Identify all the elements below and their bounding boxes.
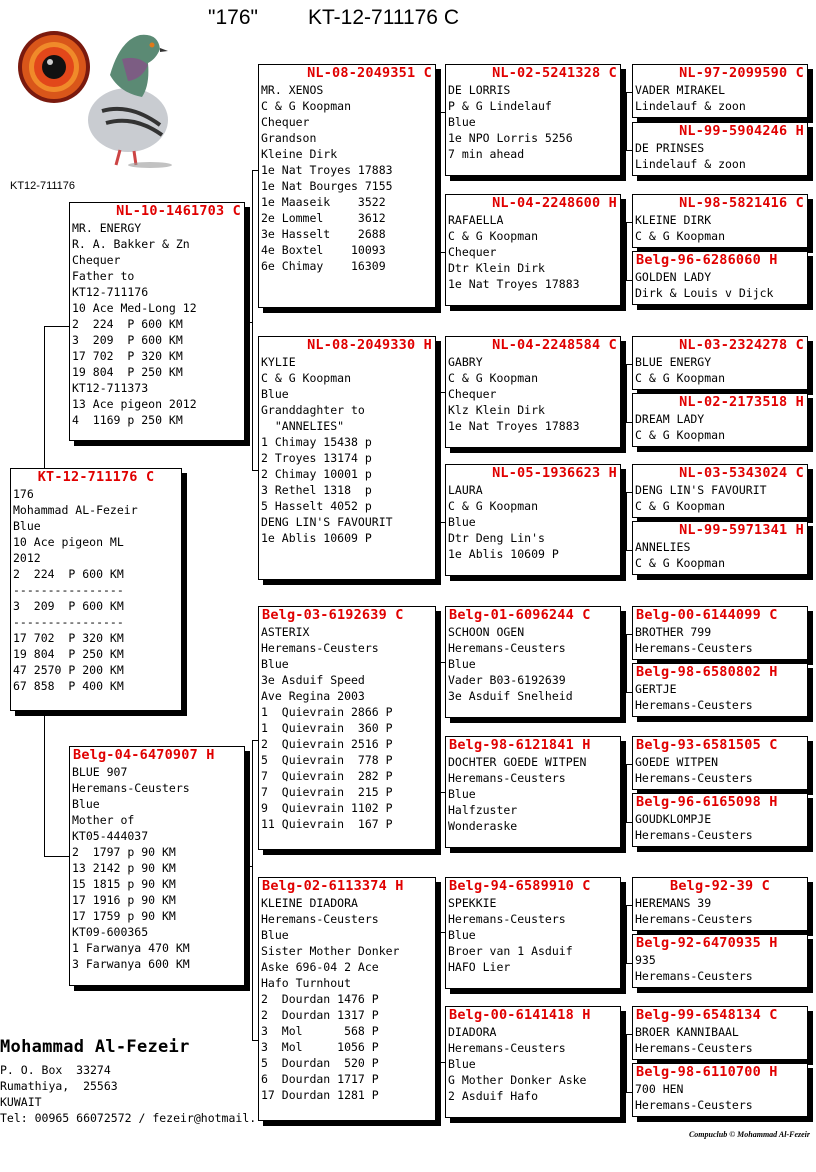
connector-line [245, 322, 252, 323]
detail-line: LAURA [448, 483, 483, 497]
card-details [446, 354, 620, 434]
detail-line: Heremans-Ceusters [72, 781, 190, 795]
pedigree-card-g5 [632, 336, 808, 390]
detail-line: 3e Asduif Speed [261, 673, 365, 687]
card-details [633, 269, 807, 301]
detail-line: 3 Mol 568 P [261, 1024, 379, 1038]
ring-number: Belg-00-6144099 C [636, 607, 778, 623]
detail-line: ---------------- [13, 615, 124, 629]
ring-number: NL-03-5343024 C [679, 465, 804, 481]
detail-line: C & G Koopman [261, 99, 352, 113]
card-details [633, 952, 807, 984]
card-details [70, 764, 244, 972]
detail-line: DOCHTER GOEDE WITPEN [448, 755, 587, 769]
ring-number: Belg-99-6548134 C [636, 1007, 778, 1023]
pigeon-icon [88, 35, 172, 168]
pedigree-card-g16 [632, 1063, 808, 1117]
ring-number: Belg-96-6286060 H [636, 252, 778, 268]
card-details [633, 212, 807, 244]
detail-line: KLEINE DIRK [635, 213, 712, 227]
detail-line: Blue [13, 519, 41, 533]
card-details [633, 411, 807, 443]
connector-line [440, 392, 441, 522]
detail-line: C & G Koopman [635, 499, 726, 513]
ring-number: Belg-04-6470907 H [73, 747, 215, 763]
detail-line: 1e Ablis 10609 P [448, 547, 559, 561]
detail-line: 700 HEN [635, 1082, 684, 1096]
detail-line: 1 Quievrain 2866 P [261, 705, 393, 719]
detail-line: KT05-444037 [72, 829, 149, 843]
detail-line: BROER KANNIBAAL [635, 1025, 739, 1039]
detail-line: DIADORA [448, 1025, 497, 1039]
detail-line: Kleine Dirk [261, 147, 338, 161]
pedigree-card-sire [69, 202, 245, 441]
connector-line [252, 170, 253, 470]
connector-line [626, 634, 627, 692]
detail-line: Blue [448, 515, 476, 529]
pedigree-card-subject [10, 468, 182, 711]
detail-line: 67 858 P 400 KM [13, 679, 124, 693]
detail-line: Grandson [261, 131, 317, 145]
detail-line: RAFAELLA [448, 213, 504, 227]
header-ring: KT-12-711176 C [308, 6, 459, 29]
detail-line: 5 Quievrain 778 P [261, 753, 393, 767]
card-details [11, 486, 181, 694]
address-line: P. O. Box 33274 [0, 1063, 111, 1077]
detail-line: ASTERIX [261, 625, 310, 639]
card-details [259, 354, 435, 546]
detail-line: 2 224 P 600 KM [13, 567, 124, 581]
detail-line: 4e Boxtel 10093 [261, 243, 386, 257]
detail-line: Dtr Klein Dirk [448, 261, 545, 275]
detail-line: Mohammad AL-Fezeir [13, 503, 138, 517]
detail-line: GABRY [448, 355, 483, 369]
eye-icon [18, 31, 90, 103]
connector-line [626, 905, 627, 963]
detail-line: 3 Farwanya 600 KM [72, 957, 190, 971]
detail-line: SPEKKIE [448, 896, 497, 910]
card-details [633, 754, 807, 786]
detail-line: C & G Koopman [448, 371, 539, 385]
detail-line: 1e Nat Troyes 17883 [448, 419, 580, 433]
address-line: Tel: 00965 66072572 / fezeir@hotmail. [0, 1111, 257, 1125]
detail-line: DENG LIN'S FAVOURIT [635, 483, 767, 497]
detail-line: Heremans-Ceusters [635, 828, 753, 842]
detail-line: 47 2570 P 200 KM [13, 663, 124, 677]
detail-line: DE PRINSES [635, 141, 705, 155]
connector-line [245, 866, 252, 867]
detail-line: C & G Koopman [261, 371, 352, 385]
detail-line: Heremans-Ceusters [635, 641, 753, 655]
card-details [259, 895, 435, 1103]
card-details [446, 895, 620, 975]
pedigree-card-g13 [632, 877, 808, 931]
detail-line: ---------------- [13, 583, 124, 597]
detail-line: Sister Mother Donker [261, 944, 400, 958]
detail-line: 1e Nat Bourges 7155 [261, 179, 393, 193]
detail-line: C & G Koopman [635, 428, 726, 442]
card-details [259, 82, 435, 274]
ring-number: Belg-01-6096244 C [449, 607, 591, 623]
detail-line: Heremans-Ceusters [448, 1041, 566, 1055]
ring-number: NL-98-5821416 C [679, 195, 804, 211]
detail-line: Heremans-Ceusters [261, 912, 379, 926]
detail-line: 2 224 P 600 KM [72, 317, 183, 331]
connector-line [626, 492, 627, 550]
pedigree-card-ds [258, 606, 436, 850]
ring-number: NL-02-2173518 H [679, 394, 804, 410]
pedigree-card-dam [69, 746, 245, 986]
detail-line: BROTHER 799 [635, 625, 712, 639]
card-details [446, 1024, 620, 1104]
card-details [633, 1024, 807, 1056]
detail-line: Blue [261, 387, 289, 401]
detail-line: 1e NPO Lorris 5256 [448, 131, 573, 145]
card-details [633, 811, 807, 843]
detail-line: Aske 696-04 2 Ace [261, 960, 379, 974]
detail-line: 13 2142 p 90 KM [72, 861, 176, 875]
detail-line: 17 702 P 320 KM [72, 349, 183, 363]
detail-line: 17 1916 p 90 KM [72, 893, 176, 907]
detail-line: Klz Klein Dirk [448, 403, 545, 417]
owner-name: Mohammad Al-Fezeir [0, 1037, 190, 1057]
detail-line: Dtr Deng Lin's [448, 531, 545, 545]
detail-line: KLEINE DIADORA [261, 896, 358, 910]
detail-line: VADER MIRAKEL [635, 83, 726, 97]
detail-line: G Mother Donker Aske [448, 1073, 587, 1087]
detail-line: 3e Asduif Snelheid [448, 689, 573, 703]
card-details [633, 354, 807, 386]
pedigree-card-ssd [445, 194, 621, 306]
detail-line: Heremans-Ceusters [448, 912, 566, 926]
header-name: "176" [208, 6, 258, 29]
ring-number: Belg-98-6110700 H [636, 1064, 778, 1080]
detail-line: Wonderaske [448, 819, 518, 833]
detail-line: C & G Koopman [635, 371, 726, 385]
detail-line: 5 Dourdan 520 P [261, 1056, 379, 1070]
pedigree-card-dds [445, 877, 621, 989]
detail-line: Heremans-Ceusters [261, 641, 379, 655]
detail-line: BLUE ENERGY [635, 355, 712, 369]
pedigree-card-g11 [632, 736, 808, 790]
ring-number: NL-08-2049351 C [307, 65, 432, 81]
detail-line: Chequer [448, 245, 497, 259]
pedigree-card-ddd [445, 1006, 621, 1118]
detail-line: 2 Dourdan 1317 P [261, 1008, 379, 1022]
detail-line: 5 Hasselt 4052 p [261, 499, 372, 513]
pedigree-card-dsd [445, 736, 621, 848]
pedigree-card-g3 [632, 194, 808, 248]
detail-line: 1 Chimay 15438 p [261, 435, 372, 449]
detail-line: Chequer [72, 253, 121, 267]
detail-line: 15 1815 p 90 KM [72, 877, 176, 891]
detail-line: 2 Chimay 10001 p [261, 467, 372, 481]
ring-number: NL-04-2248584 C [492, 337, 617, 353]
pedigree-card-sdd [445, 464, 621, 576]
detail-line: 3 Rethel 1318 p [261, 483, 372, 497]
detail-line: MR. ENERGY [72, 221, 142, 235]
ring-number: NL-04-2248600 H [492, 195, 617, 211]
address-line: KUWAIT [0, 1095, 42, 1109]
ring-number: Belg-92-39 C [670, 878, 770, 894]
detail-line: Heremans-Ceusters [635, 1098, 753, 1112]
detail-line: DE LORRIS [448, 83, 511, 97]
detail-line: Heremans-Ceusters [635, 771, 753, 785]
ring-number: NL-03-2324278 C [679, 337, 804, 353]
detail-line: 19 804 P 250 KM [72, 365, 183, 379]
detail-line: DREAM LADY [635, 412, 705, 426]
detail-line: 17 1759 p 90 KM [72, 909, 176, 923]
detail-line: 4 1169 p 250 KM [72, 413, 183, 427]
ring-number: Belg-93-6581505 C [636, 737, 778, 753]
detail-line: 2e Lommel 3612 [261, 211, 386, 225]
pedigree-card-g12 [632, 793, 808, 847]
card-details [633, 482, 807, 514]
detail-line: 10 Ace Med-Long 12 [72, 301, 197, 315]
pedigree-card-ss [258, 64, 436, 308]
detail-line: MR. XENOS [261, 83, 324, 97]
card-details [633, 140, 807, 172]
pedigree-card-g7 [632, 464, 808, 518]
detail-line: C & G Koopman [635, 556, 726, 570]
detail-line: 17 Dourdan 1281 P [261, 1088, 379, 1102]
detail-line: Ave Regina 2003 [261, 689, 365, 703]
detail-line: Chequer [448, 387, 497, 401]
detail-line: C & G Koopman [448, 499, 539, 513]
detail-line: DENG LIN'S FAVOURIT [261, 515, 393, 529]
detail-line: Lindelauf & zoon [635, 157, 746, 171]
connector-line [626, 764, 627, 822]
detail-line: KT12-711373 [72, 381, 149, 395]
detail-line: 935 [635, 953, 656, 967]
ring-number: NL-99-5904246 H [679, 123, 804, 139]
pedigree-card-g4 [632, 251, 808, 305]
detail-line: Broer van 1 Asduif [448, 944, 573, 958]
detail-line: Blue [448, 1057, 476, 1071]
pedigree-card-g6 [632, 393, 808, 447]
card-details [633, 895, 807, 927]
ring-number: Belg-03-6192639 C [262, 607, 404, 623]
detail-line: Blue [448, 657, 476, 671]
detail-line: "ANNELIES" [261, 419, 345, 433]
pedigree-card-sd [258, 336, 436, 580]
detail-line: 7 min ahead [448, 147, 525, 161]
credit: Compuclub © Mohammad Al-Fezeir [688, 1130, 810, 1139]
detail-line: GOEDE WITPEN [635, 755, 719, 769]
ring-number: NL-97-2099590 C [679, 65, 804, 81]
pedigree-card-dss [445, 606, 621, 718]
card-details [446, 212, 620, 292]
photo-caption: KT12-711176 [10, 180, 76, 192]
card-details [633, 82, 807, 114]
detail-line: Hafo Turnhout [261, 976, 352, 990]
detail-line: 17 702 P 320 KM [13, 631, 124, 645]
pedigree-card-g2 [632, 122, 808, 176]
pedigree-card-sss [445, 64, 621, 176]
detail-line: 3 209 P 600 KM [72, 333, 183, 347]
pedigree-card-g15 [632, 1006, 808, 1060]
detail-line: HEREMANS 39 [635, 896, 712, 910]
detail-line: 2 Troyes 13174 p [261, 451, 372, 465]
detail-line: 7 Quievrain 282 P [261, 769, 393, 783]
detail-line: 13 Ace pigeon 2012 [72, 397, 197, 411]
detail-line: Blue [261, 928, 289, 942]
address-line: Rumathiya, 25563 [0, 1079, 118, 1093]
detail-line: Heremans-Ceusters [635, 698, 753, 712]
pedigree-card-g1 [632, 64, 808, 118]
connector-line [44, 326, 45, 468]
detail-line: 9 Quievrain 1102 P [261, 801, 393, 815]
detail-line: P & G Lindelauf [448, 99, 552, 113]
detail-line: Heremans-Ceusters [635, 1041, 753, 1055]
detail-line: 1 Quievrain 360 P [261, 721, 393, 735]
detail-line: 7 Quievrain 215 P [261, 785, 393, 799]
detail-line: 11 Quievrain 167 P [261, 817, 393, 831]
detail-line: 176 [13, 487, 34, 501]
detail-line: 1e Nat Troyes 17883 [448, 277, 580, 291]
ring-number: NL-10-1461703 C [116, 203, 241, 219]
pedigree-card-g9 [632, 606, 808, 660]
card-details [446, 82, 620, 162]
connector-line [440, 112, 441, 252]
detail-line: 19 804 P 250 KM [13, 647, 124, 661]
card-details [446, 624, 620, 704]
detail-line: Heremans-Ceusters [635, 969, 753, 983]
detail-line: 1e Ablis 10609 P [261, 531, 372, 545]
detail-line: Heremans-Ceusters [448, 641, 566, 655]
ring-number: Belg-92-6470935 H [636, 935, 778, 951]
owner-address [0, 1062, 256, 1126]
card-details [633, 624, 807, 656]
connector-line [626, 222, 627, 280]
detail-line: 3 209 P 600 KM [13, 599, 124, 613]
ring-number: Belg-96-6165098 H [636, 794, 778, 810]
detail-line: C & G Koopman [448, 229, 539, 243]
connector-line [626, 1034, 627, 1092]
detail-line: 2012 [13, 551, 41, 565]
connector-line [44, 326, 69, 327]
detail-line: 2 Asduif Hafo [448, 1089, 539, 1103]
detail-line: Vader B03-6192639 [448, 673, 566, 687]
detail-line: GOLDEN LADY [635, 270, 712, 284]
detail-line: C & G Koopman [635, 229, 726, 243]
card-details [70, 220, 244, 428]
detail-line: Chequer [261, 115, 310, 129]
pedigree-card-dd [258, 877, 436, 1121]
ring-number: Belg-98-6121841 H [449, 737, 591, 753]
detail-line: BLUE 907 [72, 765, 128, 779]
detail-line: KYLIE [261, 355, 296, 369]
connector-line [626, 364, 627, 422]
detail-line: KT12-711176 [72, 285, 149, 299]
detail-line: Heremans-Ceusters [448, 771, 566, 785]
ring-number: NL-05-1936623 H [492, 465, 617, 481]
detail-line: 6e Chimay 16309 [261, 259, 386, 273]
detail-line: 6 Dourdan 1717 P [261, 1072, 379, 1086]
detail-line: Dirk & Louis v Dijck [635, 286, 774, 300]
ring-number: NL-02-5241328 C [492, 65, 617, 81]
ring-number: Belg-98-6580802 H [636, 664, 778, 680]
detail-line: 1 Farwanya 470 KM [72, 941, 190, 955]
detail-line: 3e Hasselt 2688 [261, 227, 386, 241]
detail-line: 2 Quievrain 2516 P [261, 737, 393, 751]
detail-line: Mother of [72, 813, 135, 827]
detail-line: Blue [448, 115, 476, 129]
ring-number: Belg-02-6113374 H [262, 878, 404, 894]
detail-line: 3 Mol 1056 P [261, 1040, 379, 1054]
ring-number: Belg-94-6589910 C [449, 878, 591, 894]
detail-line: Halfzuster [448, 803, 518, 817]
connector-line [440, 932, 441, 1062]
detail-line: GERTJE [635, 682, 677, 696]
card-details [446, 754, 620, 834]
detail-line: 2 1797 p 90 KM [72, 845, 176, 859]
ring-number: KT-12-711176 C [37, 469, 155, 485]
ring-number: NL-99-5971341 H [679, 522, 804, 538]
ring-number: NL-08-2049330 H [307, 337, 432, 353]
detail-line: KT09-600365 [72, 925, 149, 939]
connector-line [44, 856, 69, 857]
card-details [633, 681, 807, 713]
ring-number: Belg-00-6141418 H [449, 1007, 591, 1023]
pedigree-card-sds [445, 336, 621, 448]
detail-line: Heremans-Ceusters [635, 912, 753, 926]
connector-line [44, 711, 45, 857]
detail-line: Granddaghter to [261, 403, 365, 417]
detail-line: Blue [448, 928, 476, 942]
detail-line: Father to [72, 269, 135, 283]
detail-line: Blue [72, 797, 100, 811]
detail-line: 1e Nat Troyes 17883 [261, 163, 393, 177]
detail-line: Blue [448, 787, 476, 801]
card-details [633, 1081, 807, 1113]
connector-line [626, 92, 627, 150]
pedigree-card-g14 [632, 934, 808, 988]
detail-line: 10 Ace pigeon ML [13, 535, 124, 549]
detail-line: GOUDKLOMPJE [635, 812, 712, 826]
detail-line: 2 Dourdan 1476 P [261, 992, 379, 1006]
card-details [633, 539, 807, 571]
connector-line [440, 662, 441, 792]
pedigree-card-g10 [632, 663, 808, 717]
detail-line: Blue [261, 657, 289, 671]
pedigree-card-g8 [632, 521, 808, 575]
detail-line: 1e Maaseik 3522 [261, 195, 386, 209]
pigeon-photo [10, 15, 180, 175]
detail-line: ANNELIES [635, 540, 691, 554]
detail-line: Lindelauf & zoon [635, 99, 746, 113]
detail-line: R. A. Bakker & Zn [72, 237, 190, 251]
card-details [446, 482, 620, 562]
card-details [259, 624, 435, 832]
detail-line: SCHOON OGEN [448, 625, 525, 639]
connector-line [252, 740, 253, 1040]
detail-line: HAFO Lier [448, 960, 511, 974]
